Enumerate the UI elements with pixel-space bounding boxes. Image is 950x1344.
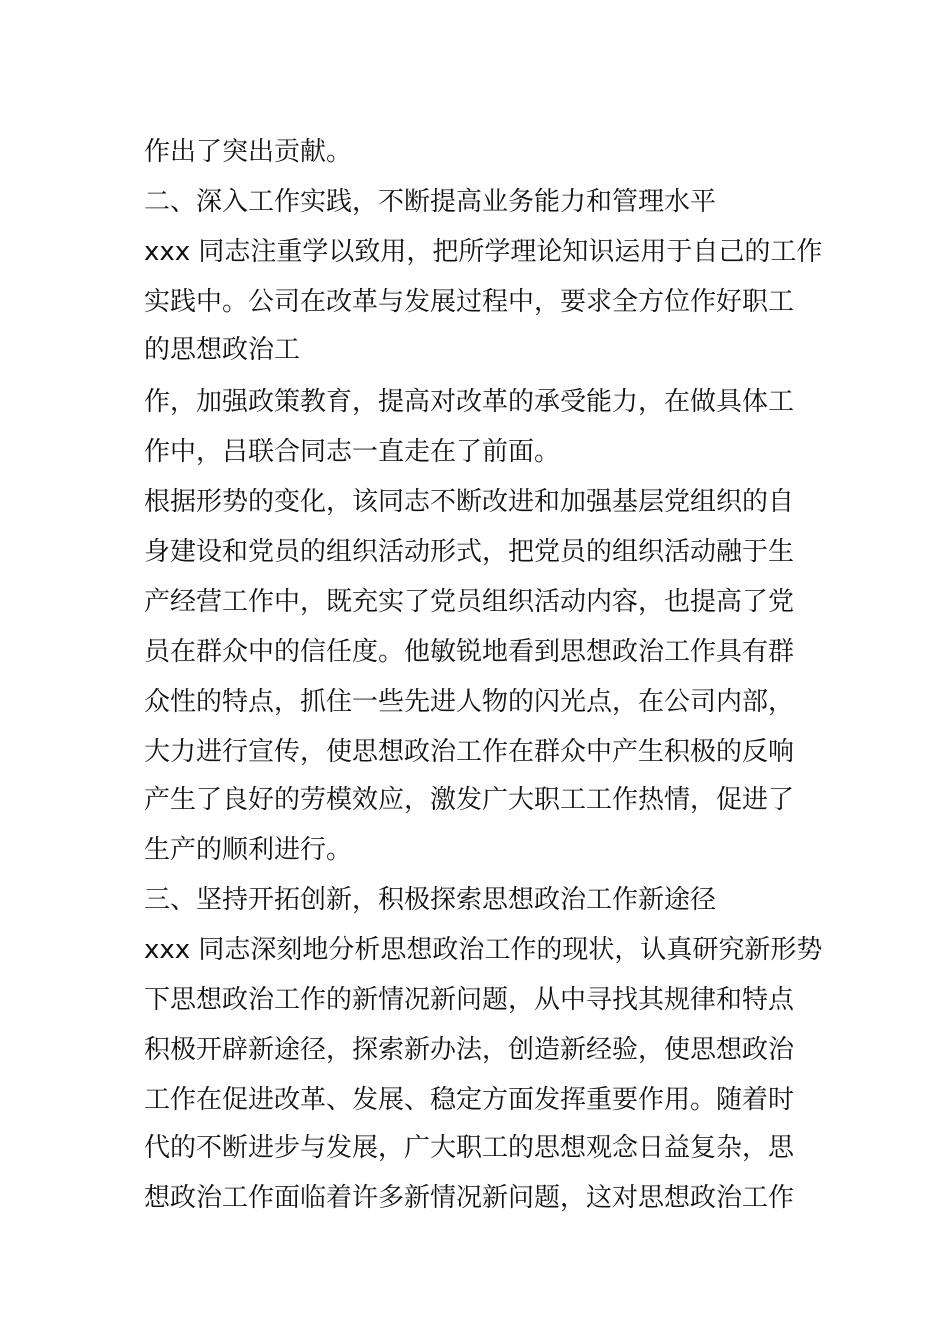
text-line: 想政治工作面临着许多新情况新问题，这对思想政治工作 <box>144 1183 795 1213</box>
text-line: 的思想政治工 <box>144 335 301 365</box>
text-line: 根据形势的变化，该同志不断改进和加强基层党组织的自 <box>144 487 795 517</box>
text-line: 代的不断进步与发展，广大职工的思想观念日益复杂，思 <box>144 1133 795 1163</box>
text-line: 工作在促进改革、发展、稳定方面发挥重要作用。随着时 <box>144 1085 795 1115</box>
text-line: 产经营工作中，既充实了党员组织活动内容，也提高了党 <box>144 587 795 617</box>
text-line: 下思想政治工作的新情况新问题，从中寻找其规律和特点 <box>144 985 795 1015</box>
text-line: 产生了良好的劳模效应，激发广大职工工作热情，促进了 <box>144 785 795 815</box>
text-line: 作出了突出贡献。 <box>144 137 353 167</box>
text-line: 实践中。公司在改革与发展过程中，要求全方位作好职工 <box>144 287 795 317</box>
section-heading: 三、坚持开拓创新，积极探索思想政治工作新途径 <box>144 885 717 915</box>
text-line: 积极开辟新途径，探索新办法，创造新经验，使思想政治 <box>144 1035 795 1065</box>
text-line: 生产的顺利进行。 <box>144 835 353 865</box>
text-line: 大力进行宣传，使思想政治工作在群众中产生积极的反响 <box>144 737 795 767</box>
text-line: 作中，吕联合同志一直走在了前面。 <box>144 437 561 467</box>
section-heading: 二、深入工作实践，不断提高业务能力和管理水平 <box>144 187 717 217</box>
text-line: 作，加强政策教育，提高对改革的承受能力，在做具体工 <box>144 387 795 417</box>
text-line: 身建设和党员的组织活动形式，把党员的组织活动融于生 <box>144 537 795 567</box>
text-line: 员在群众中的信任度。他敏锐地看到思想政治工作具有群 <box>144 637 795 667</box>
text-line: xxx 同志注重学以致用，把所学理论知识运用于自己的工作 <box>144 237 823 267</box>
text-line: xxx 同志深刻地分析思想政治工作的现状，认真研究新形势 <box>144 935 823 965</box>
text-line: 众性的特点，抓住一些先进人物的闪光点，在公司内部， <box>144 687 795 717</box>
